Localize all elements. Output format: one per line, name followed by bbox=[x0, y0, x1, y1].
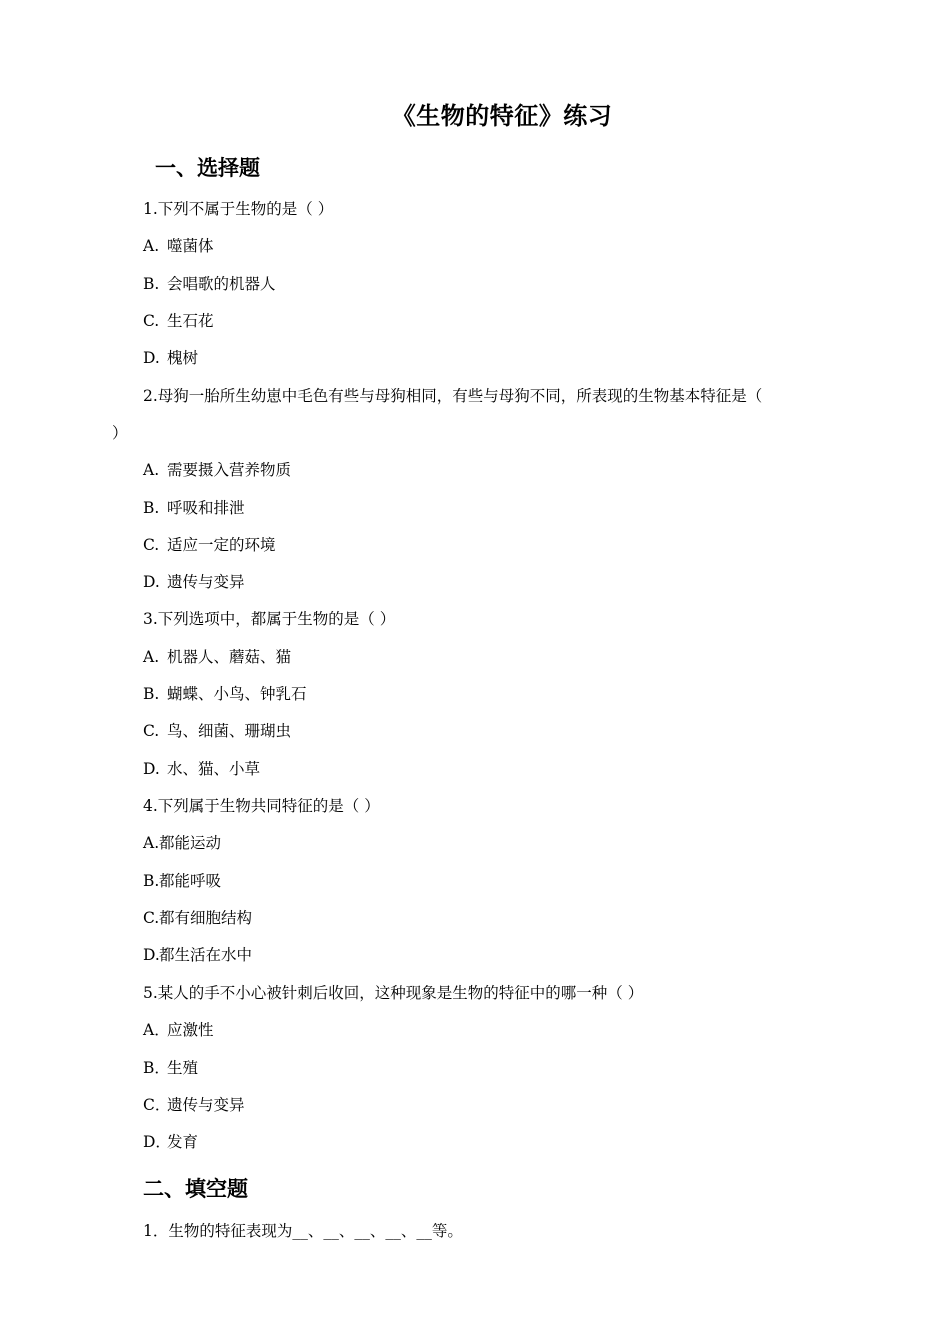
option-text: 槐树 bbox=[167, 349, 199, 367]
option-item bbox=[143, 870, 221, 892]
option-item bbox=[143, 273, 276, 295]
option-text: 生殖 bbox=[167, 1059, 199, 1077]
section-heading-choice: 一、选择题 bbox=[155, 155, 260, 180]
option-text: 都能呼吸 bbox=[159, 872, 222, 890]
option-letter: A. bbox=[143, 648, 160, 666]
option-item bbox=[143, 534, 276, 556]
section-heading-fill: 二、填空题 bbox=[143, 1176, 248, 1201]
option-item bbox=[143, 1057, 198, 1079]
option-letter: C. bbox=[143, 312, 160, 330]
option-text: 水、猫、小草 bbox=[167, 760, 261, 778]
option-item bbox=[143, 758, 260, 780]
option-text: 机器人、蘑菇、猫 bbox=[167, 648, 292, 666]
question-stem: 4.下列属于生物共同特征的是（ ） bbox=[143, 797, 380, 815]
fill-question: 1．生物的特征表现为__、__、__、__、__等。 bbox=[143, 1222, 463, 1240]
question-stem: 3.下列选项中，都属于生物的是（ ） bbox=[143, 610, 396, 628]
option-text: 遗传与变异 bbox=[167, 1096, 245, 1114]
option-text: 应激性 bbox=[167, 1021, 214, 1039]
option-item bbox=[143, 497, 245, 519]
option-text: 鸟、细菌、珊瑚虫 bbox=[167, 722, 292, 740]
option-item bbox=[143, 571, 245, 593]
option-letter: D． bbox=[143, 1133, 171, 1151]
option-text: 都能运动 bbox=[159, 834, 222, 852]
option-letter: B. bbox=[143, 275, 160, 293]
option-letter: C. bbox=[143, 722, 160, 740]
option-text: 需要摄入营养物质 bbox=[167, 461, 292, 479]
option-letter: D. bbox=[143, 349, 160, 367]
option-item bbox=[143, 347, 198, 369]
option-letter: A. bbox=[143, 834, 160, 852]
option-text: 发育 bbox=[167, 1133, 199, 1151]
option-letter: A. bbox=[143, 237, 160, 255]
option-letter: A. bbox=[143, 461, 160, 479]
option-text: 蝴蝶、小鸟、钟乳石 bbox=[167, 685, 307, 703]
option-letter: B. bbox=[143, 872, 160, 890]
option-item bbox=[143, 1131, 198, 1153]
option-letter: C. bbox=[143, 536, 160, 554]
option-text: 都生活在水中 bbox=[159, 946, 253, 964]
option-text: 呼吸和排泄 bbox=[167, 499, 245, 517]
option-item bbox=[143, 646, 291, 668]
option-item bbox=[143, 720, 291, 742]
option-letter: D. bbox=[143, 946, 160, 964]
option-item bbox=[143, 1019, 214, 1041]
option-item bbox=[143, 907, 252, 929]
option-letter: B. bbox=[143, 685, 160, 703]
question-stem: 1.下列不属于生物的是（ ） bbox=[143, 200, 334, 218]
option-item bbox=[143, 235, 214, 257]
option-text: 都有细胞结构 bbox=[159, 909, 253, 927]
document-title: 《生物的特征》练习 bbox=[391, 101, 613, 130]
option-letter: B． bbox=[143, 1059, 170, 1077]
option-text: 遗传与变异 bbox=[167, 573, 245, 591]
option-item bbox=[143, 683, 307, 705]
option-letter: A． bbox=[143, 1021, 170, 1039]
question-stem: 2.母狗一胎所生幼崽中毛色有些与母狗相同，有些与母狗不同，所表现的生物基本特征是（ bbox=[143, 387, 763, 405]
option-item bbox=[143, 944, 252, 966]
option-item bbox=[143, 310, 214, 332]
option-letter: D. bbox=[143, 760, 160, 778]
option-letter: B. bbox=[143, 499, 160, 517]
option-item bbox=[143, 1094, 245, 1116]
question-stem-continuation: ） bbox=[112, 424, 128, 442]
option-text: 适应一定的环境 bbox=[167, 536, 276, 554]
option-text: 生石花 bbox=[167, 312, 214, 330]
option-letter: C． bbox=[143, 1096, 171, 1114]
option-letter: D. bbox=[143, 573, 160, 591]
option-text: 噬菌体 bbox=[167, 237, 214, 255]
option-letter: C. bbox=[143, 909, 160, 927]
question-stem: 5.某人的手不小心被针刺后收回，这种现象是生物的特征中的哪一种（ ） bbox=[143, 984, 644, 1002]
option-item bbox=[143, 832, 221, 854]
option-text: 会唱歌的机器人 bbox=[167, 275, 276, 293]
option-item bbox=[143, 459, 291, 481]
